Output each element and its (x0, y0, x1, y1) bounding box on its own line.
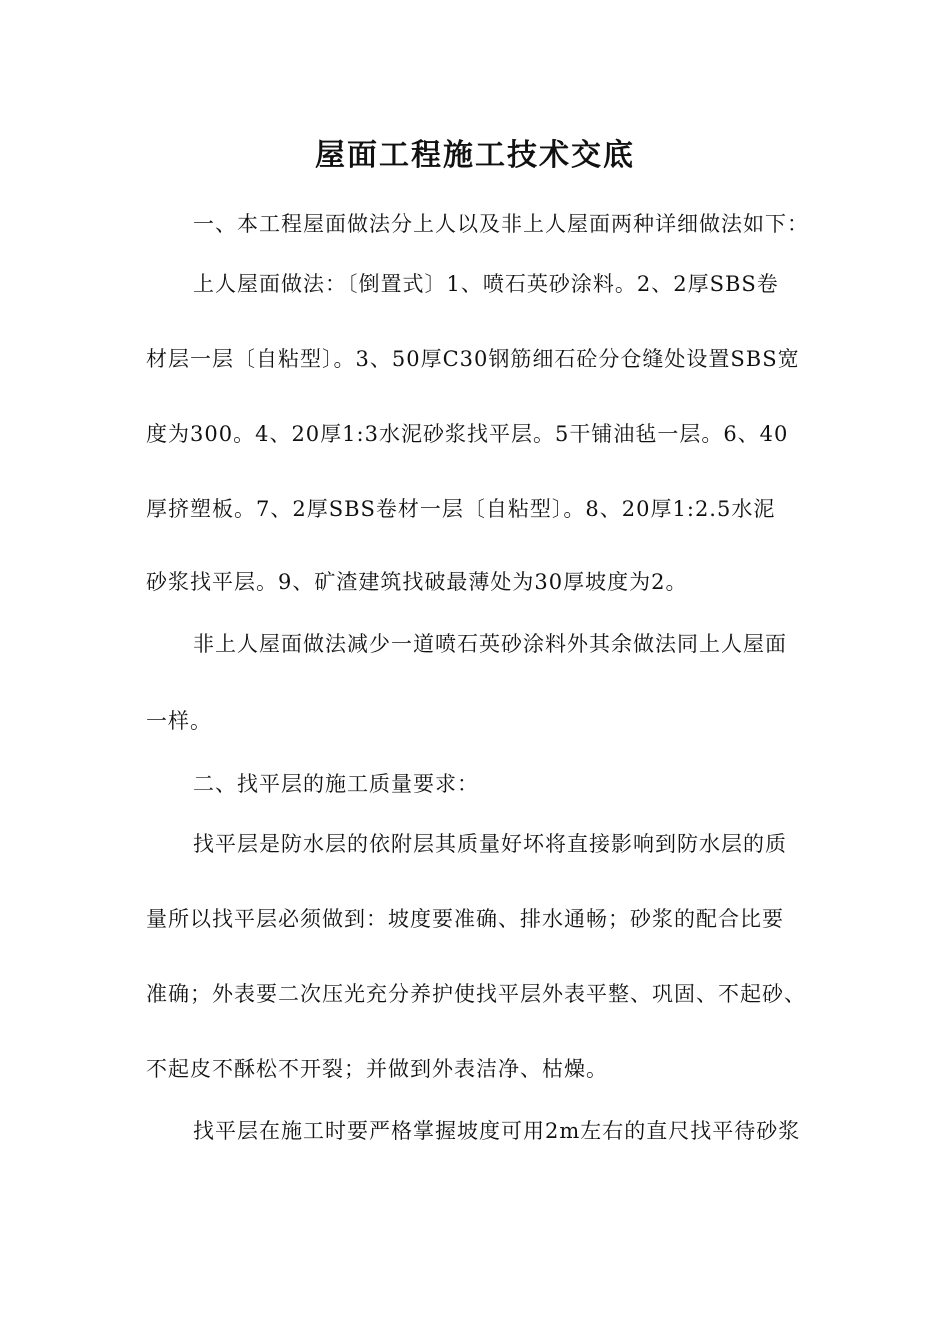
paragraph-line: 准确；外表要二次压光充分养护使找平层外表平整、巩固、不起砂、 (146, 982, 806, 1006)
paragraph-line: 上人屋面做法：〔倒置式〕1、喷石英砂涂料。2、2厚SBS卷 (193, 272, 779, 296)
paragraph-line: 材层一层〔自粘型〕。3、50厚C30钢筋细石砼分仓缝处设置SBS宽 (146, 347, 800, 371)
section-2-heading: 二、找平层的施工质量要求： (193, 772, 479, 796)
paragraph-line: 找平层在施工时要严格掌握坡度可用2m左右的直尺找平待砂浆 (193, 1119, 801, 1143)
paragraph-line: 度为300。4、20厚1:3水泥砂浆找平层。5干铺油毡一层。6、40 (146, 422, 789, 446)
paragraph-line: 一样。 (146, 709, 212, 733)
paragraph-line: 厚挤塑板。7、2厚SBS卷材一层〔自粘型〕。8、20厚1:2.5水泥 (146, 497, 776, 521)
paragraph-line: 找平层是防水层的依附层其质量好坏将直接影响到防水层的质 (193, 832, 787, 856)
paragraph-line: 非上人屋面做法减少一道喷石英砂涂料外其余做法同上人屋面 (193, 632, 787, 656)
document-title: 屋面工程施工技术交底 (315, 138, 635, 173)
paragraph-line: 不起皮不酥松不开裂；并做到外表洁净、枯燥。 (146, 1057, 608, 1081)
section-1-heading: 一、本工程屋面做法分上人以及非上人屋面两种详细做法如下： (193, 212, 809, 236)
paragraph-line: 量所以找平层必须做到：坡度要准确、排水通畅；砂浆的配合比要 (146, 907, 784, 931)
paragraph-line: 砂浆找平层。9、矿渣建筑找破最薄处为30厚坡度为2。 (146, 570, 688, 594)
